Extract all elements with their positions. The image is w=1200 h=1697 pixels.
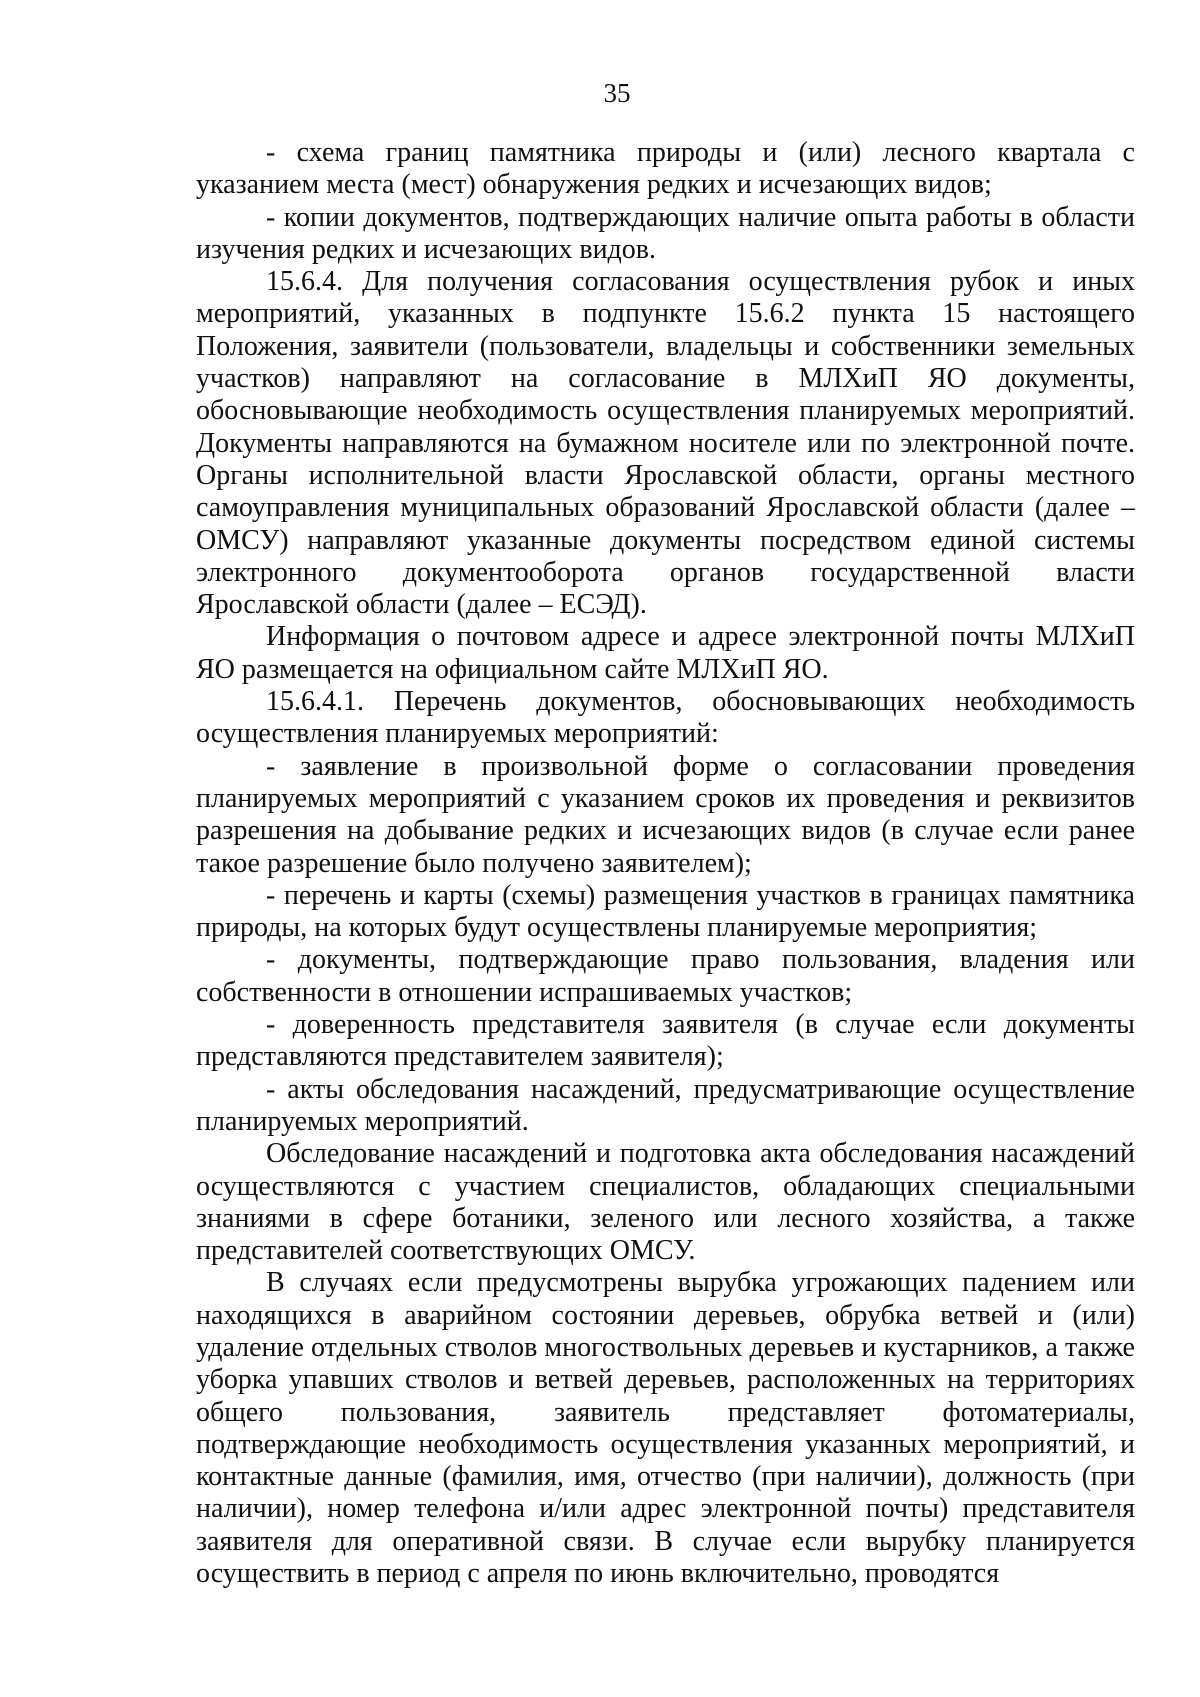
page-number: 35 [603, 78, 631, 108]
paragraph-boundary-scheme: - схема границ памятника природы и (или) лесного квартала с указанием места (мест) обнаружения редких и исчезающих видов; [196, 137, 1135, 201]
paragraph-experience-documents: - копии документов, подтверждающих наличие опыта работы в области изучения редких и исчезающих видов. [196, 201, 1135, 265]
paragraph-power-of-attorney: - доверенность представителя заявителя (в случае если документы представляются представителем заявителя); [196, 1009, 1135, 1073]
paragraph-inspection-procedure: Обследование насаждений и подготовка акта обследования насаждений осуществляются с участием специалистов, обладающих специальными знаниями в сфере ботаники, зеленого или лесного хозяйства, а также представителей соответствующих ОМСУ. [196, 1138, 1135, 1267]
paragraph-15-6-4-1: 15.6.4.1. Перечень документов, обосновывающих необходимость осуществления планируемых мероприятий: [196, 686, 1135, 750]
paragraph-contact-info: Информация о почтовом адресе и адресе электронной почты МЛХиП ЯО размещается на официальном сайте МЛХиП ЯО. [196, 621, 1135, 685]
document-body [196, 137, 1135, 1590]
paragraph-15-6-4: 15.6.4. Для получения согласования осуществления рубок и иных мероприятий, указанных в подпункте 15.6.2 пункта 15 настоящего Положения, заявители (пользователи, владельцы и собственники земельных участков) направляют на согласование в МЛХиП ЯО документы, обосновывающие необходимость осуществления планируемых мероприятий. Документы направляются на бумажном носителе или по электронной почте. Органы исполнительной власти Ярославской области, органы местного самоуправления муниципальных образований Ярославской области (далее – ОМСУ) направляют указанные документы посредством единой системы электронного документооборота органов государственной власти Ярославской области (далее – ЕСЭД). [196, 266, 1135, 621]
paragraph-inspection-acts: - акты обследования насаждений, предусматривающие осуществление планируемых мероприятий. [196, 1073, 1135, 1137]
paragraph-ownership-documents: - документы, подтверждающие право пользования, владения или собственности в отношении испрашиваемых участков; [196, 944, 1135, 1008]
paragraph-site-maps: - перечень и карты (схемы) размещения участков в границах памятника природы, на которых будут осуществлены планируемые мероприятия; [196, 879, 1135, 944]
paragraph-tree-removal-cases: В случаях если предусмотрены вырубка угрожающих падением или находящихся в аварийном состоянии деревьев, обрубка ветвей и (или) удаление отдельных стволов многоствольных деревьев и кустарников, а также уборка упавших стволов и ветвей деревьев, расположенных на территориях общего пользования, заявитель представляет фотоматериалы, подтверждающие необходимость осуществления указанных мероприятий, и контактные данные (фамилия, имя, отчество (при наличии), должность (при наличии), номер телефона и/или адрес электронной почты) представителя заявителя для оперативной связи. В случае если вырубку планируется осуществить в период с апреля по июнь включительно, проводятся [196, 1267, 1135, 1590]
paragraph-application: - заявление в произвольной форме о согласовании проведения планируемых мероприятий с указанием сроков их проведения и реквизитов разрешения на добывание редких и исчезающих видов (в случае если ранее такое разрешение было получено заявителем); [196, 750, 1135, 879]
